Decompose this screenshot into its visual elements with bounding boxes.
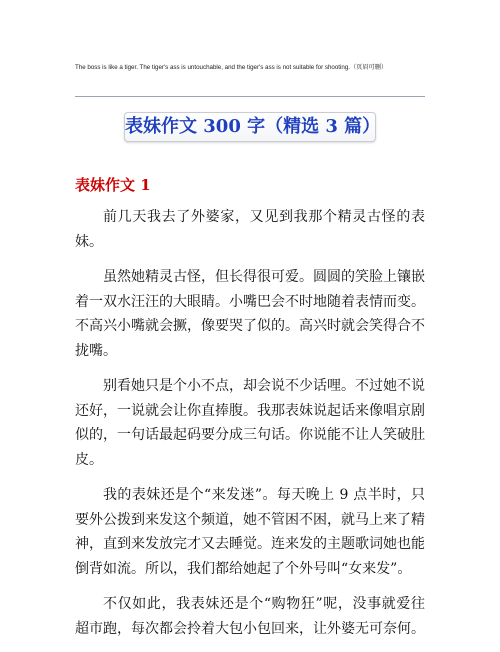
- page-header-text: The boss is like a tiger. The tiger's ass is untouchable, and the tiger's ass is not suitable for shooting.（页眉可删）: [75, 64, 388, 71]
- section-heading: 表妹作文 1: [75, 176, 151, 194]
- header-divider: [75, 96, 425, 97]
- essay-body: [75, 205, 425, 652]
- document-title: 表妹作文 300 字（精选 3 篇）: [124, 112, 376, 142]
- paragraph: 我的表妹还是个“来发迷”。每天晚上 9 点半时，只要外公拨到来发这个频道，她不管困不困，就马上来了精神，直到来发放完才又去睡觉。连来发的主题歌词她也能倒背如流。所以，我们都给她起了个外号叫“女来发”。: [75, 487, 425, 577]
- paragraph: 虽然她精灵古怪，但长得很可爱。圆圆的笑脸上镶嵌着一双水汪汪的大眼睛。小嘴巴会不时地随着表情而变。不高兴小嘴就会撅，像要哭了似的。高兴时就会笑得合不拢嘴。: [75, 269, 425, 359]
- paragraph: 不仅如此，我表妹还是个“购物狂”呢，没事就爱往超市跑，每次都会拎着大包小包回来，让外婆无可奈何。: [75, 596, 425, 637]
- paragraph: 前几天我去了外婆家，又见到我那个精灵古怪的表妹。: [75, 209, 425, 250]
- paragraph: 别看她只是个小不点，却会说不少话哩。不过她不说还好，一说就会让你直捧腹。我那表妹说起话来像唱京剧似的，一句话最起码要分成三句话。你说能不让人笑破肚皮。: [75, 378, 425, 468]
